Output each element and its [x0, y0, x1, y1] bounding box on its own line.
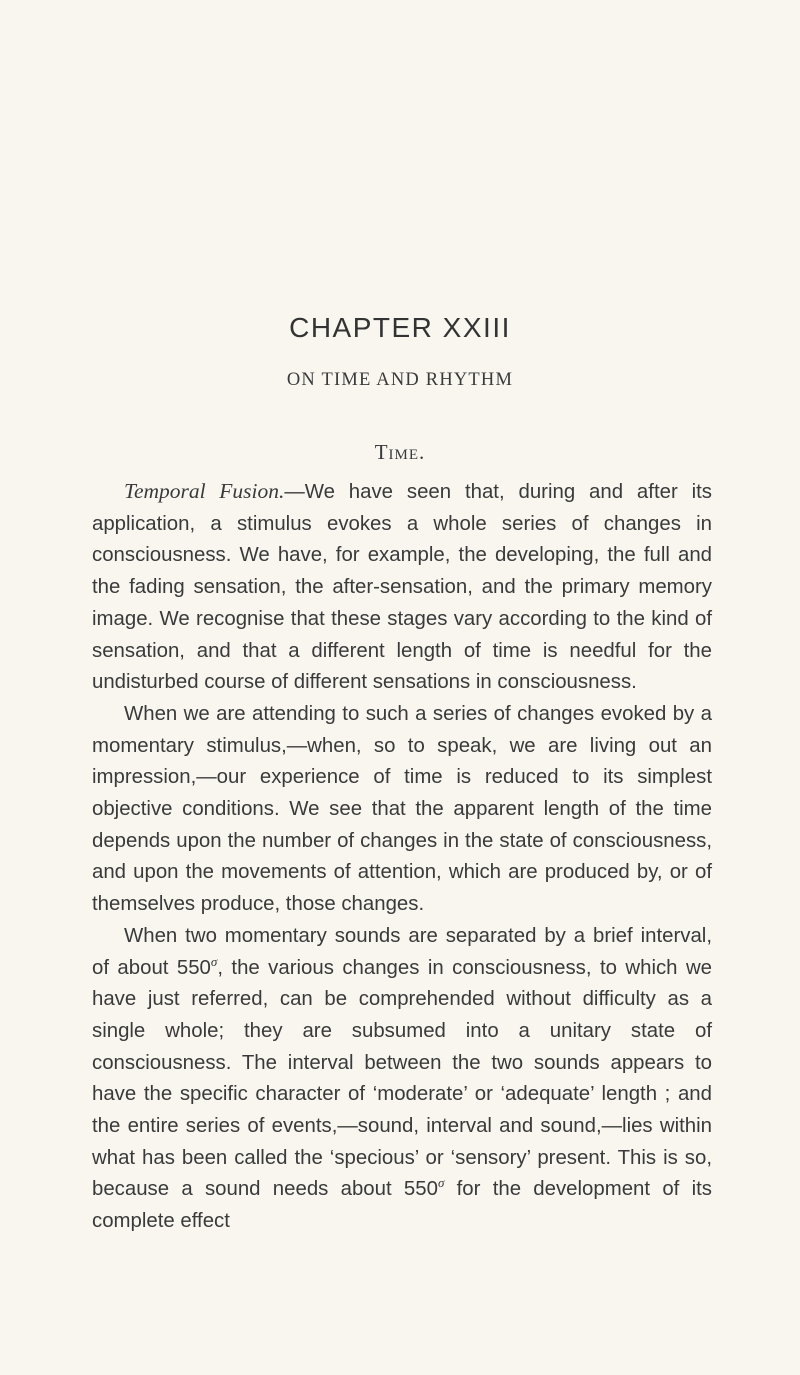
paragraph-lead: Temporal Fusion. [124, 479, 285, 503]
chapter-heading: CHAPTER XXIII [289, 312, 511, 343]
sigma-superscript: σ [210, 953, 218, 969]
paragraph-text: , the various changes in consciousness, to which we have just referred, can be comprehended without difficulty as a single whole; they are subsumed into a unitary state of consciousness. The interval between the two sounds appears to have the specific character of ‘moderate’ or ‘adequate’ length ; and the entire series of events,—sound, interval and sound,—lies within what has been called the ‘specious’ or ‘sensory’ present. This is so, because a sound needs about 550 [92, 956, 713, 1201]
paragraph-text: —We have seen that, during and after its application, a stimulus evokes a whole series of changes in consciousness. We have, for example, the developing, the full and the fading sensation, the after-sensation, and the primary memory image. We recognise that these stages vary according to the kind of sensation, and that a different length of time is needful for the undisturbed course of different sensations in consciousness. [92, 481, 712, 694]
body-text [92, 476, 712, 1238]
paragraph-text: When two momentary sounds are separated by a brief interval, of about 550 [92, 924, 712, 979]
paragraph-temporal-fusion [92, 476, 712, 699]
chapter-subtitle: ON TIME AND RHYTHM [286, 370, 514, 390]
paragraph-momentary-sounds [92, 921, 712, 1238]
sigma-superscript: σ [437, 1175, 445, 1191]
section-heading: Time. [374, 440, 426, 464]
paragraph-text: When we are attending to such a series of changes evoked by a momentary stimulus,—when, so to speak, we are living out an impression,—our experience of time is reduced to its simplest objective conditions. We see that the apparent length of the time depends upon the number of changes in the state of consciousness, and upon the movements of attention, which are produced by, or of themselves produce, those changes. [92, 702, 712, 916]
paragraph-text: for the development of its complete effect [92, 1178, 712, 1233]
paragraph-attending [92, 699, 712, 921]
